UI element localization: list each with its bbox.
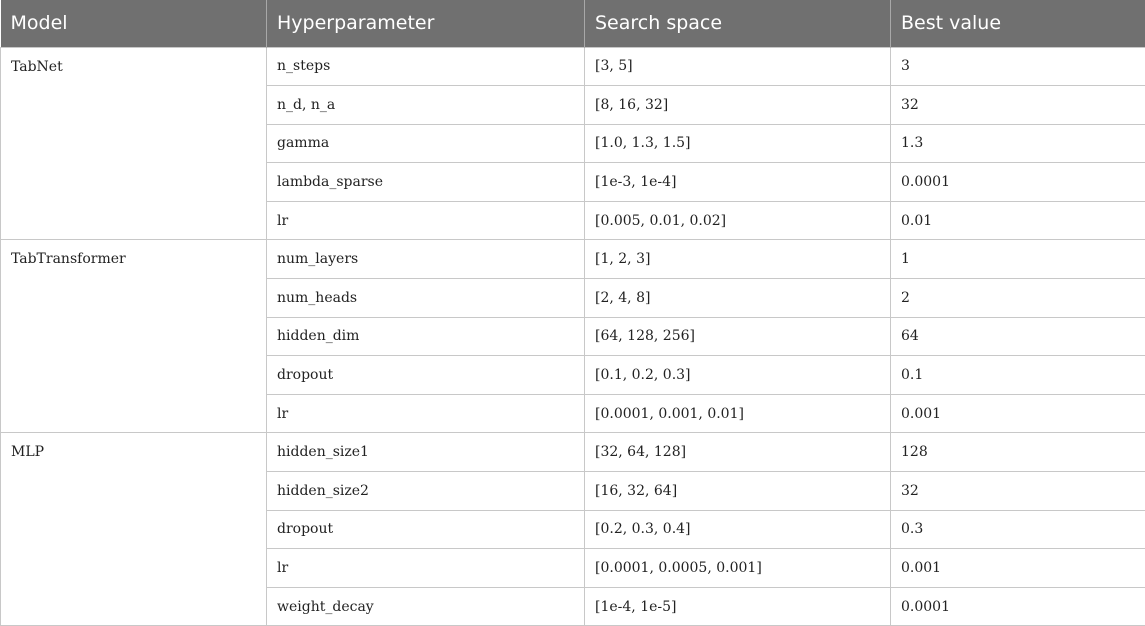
header-hyperparameter: Hyperparameter	[267, 0, 585, 47]
best-value-cell: 0.0001	[891, 587, 1145, 626]
hyperparameter-cell: n_steps	[267, 47, 585, 86]
search-space-cell: [1e-3, 1e-4]	[585, 163, 891, 202]
header-model: Model	[1, 0, 267, 47]
hyperparameter-cell: hidden_dim	[267, 317, 585, 356]
hyperparameter-cell: n_d, n_a	[267, 86, 585, 125]
search-space-cell: [0.2, 0.3, 0.4]	[585, 510, 891, 549]
search-space-cell: [1e-4, 1e-5]	[585, 587, 891, 626]
hyperparameter-cell: dropout	[267, 510, 585, 549]
table-row	[1, 47, 1145, 86]
header-search-space: Search space	[585, 0, 891, 47]
best-value-cell: 32	[891, 472, 1145, 511]
hyperparameter-cell: hidden_size1	[267, 433, 585, 472]
best-value-cell: 128	[891, 433, 1145, 472]
best-value-cell: 0.01	[891, 201, 1145, 240]
table-row	[1, 240, 1145, 279]
table-header	[1, 0, 1145, 47]
best-value-cell: 3	[891, 47, 1145, 86]
hyperparameter-cell: lr	[267, 394, 585, 433]
best-value-cell: 2	[891, 279, 1145, 318]
search-space-cell: [2, 4, 8]	[585, 279, 891, 318]
best-value-cell: 1	[891, 240, 1145, 279]
hyperparameter-cell: lambda_sparse	[267, 163, 585, 202]
best-value-cell: 64	[891, 317, 1145, 356]
search-space-cell: [1.0, 1.3, 1.5]	[585, 124, 891, 163]
best-value-cell: 0.1	[891, 356, 1145, 395]
best-value-cell: 0.0001	[891, 163, 1145, 202]
table-body	[1, 47, 1145, 626]
model-cell: TabTransformer	[1, 240, 267, 433]
hyperparameter-cell: lr	[267, 549, 585, 588]
search-space-cell: [0.0001, 0.0005, 0.001]	[585, 549, 891, 588]
search-space-cell: [1, 2, 3]	[585, 240, 891, 279]
hyperparameter-cell: lr	[267, 201, 585, 240]
hyperparameter-cell: hidden_size2	[267, 472, 585, 511]
best-value-cell: 1.3	[891, 124, 1145, 163]
search-space-cell: [3, 5]	[585, 47, 891, 86]
search-space-cell: [0.0001, 0.001, 0.01]	[585, 394, 891, 433]
model-cell: MLP	[1, 433, 267, 626]
search-space-cell: [0.005, 0.01, 0.02]	[585, 201, 891, 240]
search-space-cell: [0.1, 0.2, 0.3]	[585, 356, 891, 395]
search-space-cell: [8, 16, 32]	[585, 86, 891, 125]
best-value-cell: 0.001	[891, 549, 1145, 588]
best-value-cell: 0.001	[891, 394, 1145, 433]
best-value-cell: 32	[891, 86, 1145, 125]
search-space-cell: [32, 64, 128]	[585, 433, 891, 472]
hyperparameter-cell: gamma	[267, 124, 585, 163]
header-best-value: Best value	[891, 0, 1145, 47]
search-space-cell: [16, 32, 64]	[585, 472, 891, 511]
hyperparameter-cell: weight_decay	[267, 587, 585, 626]
hyperparameter-cell: num_heads	[267, 279, 585, 318]
hyperparameter-cell: num_layers	[267, 240, 585, 279]
best-value-cell: 0.3	[891, 510, 1145, 549]
hyperparameter-cell: dropout	[267, 356, 585, 395]
header-row	[1, 0, 1145, 47]
search-space-cell: [64, 128, 256]	[585, 317, 891, 356]
model-cell: TabNet	[1, 47, 267, 240]
table-row	[1, 433, 1145, 472]
